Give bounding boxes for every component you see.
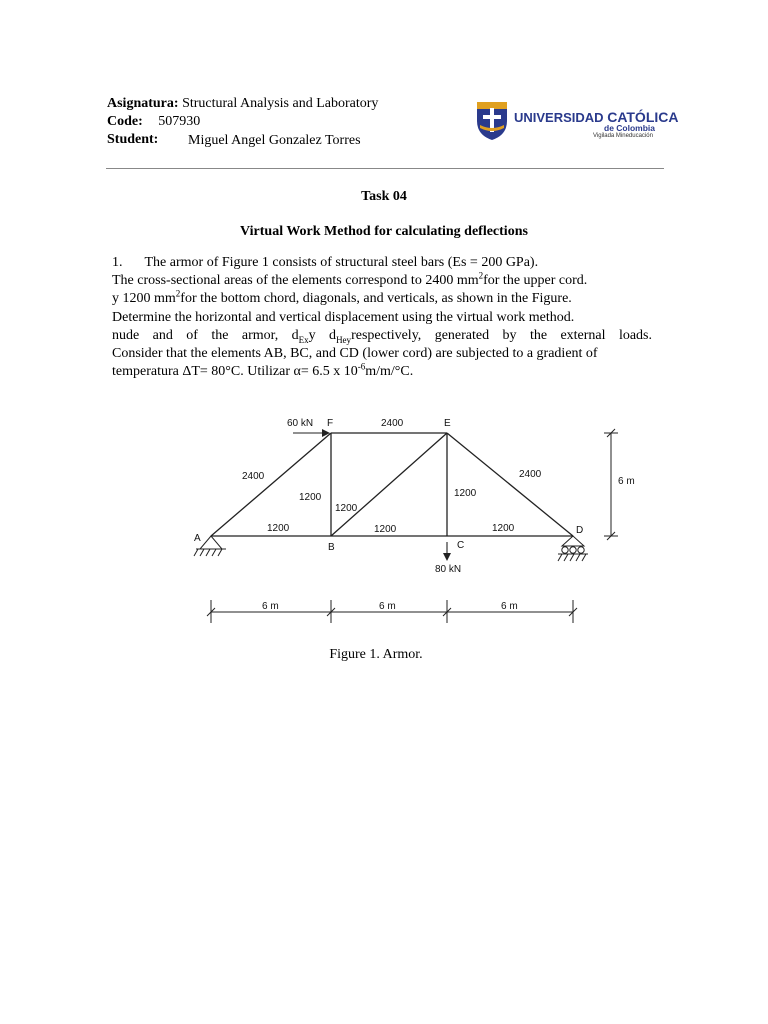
figure-caption: Figure 1. Armor.: [329, 647, 423, 662]
member-ec-label: 1200: [454, 488, 477, 499]
subject-label: Asignatura:: [107, 96, 179, 111]
logo-tagline: Vigilada Mineducación: [593, 133, 653, 139]
span-dimension-label-2: 6 m: [379, 601, 396, 612]
member-fb-label: 1200: [299, 492, 322, 503]
student-value: Miguel Angel Gonzalez Torres: [188, 133, 361, 148]
truss-figure: [0, 400, 768, 640]
section-title: Virtual Work Method for calculating deflections: [240, 224, 528, 239]
node-d-label: D: [576, 525, 584, 536]
header-divider: [106, 168, 664, 169]
member-be: [331, 433, 447, 536]
horizontal-load-label: 60 kN: [287, 418, 314, 429]
member-af-label: 2400: [242, 471, 265, 482]
code-row: [107, 114, 200, 130]
subject-value: Structural Analysis and Laboratory: [182, 96, 379, 111]
roller-support-icon: [558, 536, 588, 561]
problem-number: 1.: [112, 255, 123, 270]
problem-line-2-sup: 2: [478, 270, 484, 281]
horizontal-load-arrow-icon: [293, 429, 330, 437]
university-logo: [474, 97, 679, 147]
problem-line-5-sub2: Hey: [336, 334, 352, 345]
problem-line-7: [112, 363, 652, 381]
problem-line-5c: respectively, generated by the external loads.: [351, 327, 653, 343]
vertical-load-arrow-icon: [443, 542, 451, 561]
problem-line-5: [112, 327, 652, 345]
problem-line-4: Determine the horizontal and vertical displacement using the virtual work method.: [112, 309, 575, 325]
problem-statement: [112, 254, 652, 381]
member-ed: [447, 433, 573, 536]
node-f-label: F: [327, 418, 334, 429]
logo-name-3: de Colombia: [604, 123, 656, 133]
task-title: Task 04: [361, 189, 407, 204]
node-a-label: A: [194, 533, 201, 544]
member-be-label: 1200: [335, 503, 358, 514]
member-bc-label: 1200: [374, 524, 397, 535]
problem-line-3a: y 1200 mm: [112, 291, 176, 307]
node-c-label: C: [457, 540, 465, 551]
node-e-label: E: [444, 418, 451, 429]
code-label: Code:: [107, 114, 143, 129]
problem-line-3b: for the bottom chord, diagonals, and verticals, as shown in the Figure.: [180, 291, 572, 307]
span-dimension-label-3: 6 m: [501, 601, 518, 612]
problem-line-7b: m/m/°C.: [365, 364, 414, 380]
student-label: Student:: [107, 132, 159, 147]
student-row: [107, 132, 361, 148]
problem-line-1: [112, 254, 652, 272]
problem-line-3: [112, 290, 652, 308]
subject-row: [107, 96, 378, 112]
problem-line-5a: nude and of the armor, d: [112, 327, 299, 343]
node-b-label: B: [328, 542, 335, 553]
problem-line-5-sub1: Ex: [298, 334, 309, 345]
member-fe-label: 2400: [381, 418, 404, 429]
problem-line-2a: The cross-sectional areas of the elements correspond to 2400 mm: [112, 273, 479, 289]
member-ed-label: 2400: [519, 469, 542, 480]
problem-line-1-text: The armor of Figure 1 consists of structural steel bars (Es = 200 GPa).: [144, 255, 539, 270]
member-af: [211, 433, 331, 536]
problem-line-2: [112, 272, 652, 290]
problem-line-7-sup: -6: [357, 361, 366, 372]
code-value: 507930: [158, 114, 201, 129]
vertical-load-label: 80 kN: [435, 564, 462, 575]
logo-name-1: UNIVERSIDAD: [514, 110, 604, 125]
height-dimension-label: 6 m: [618, 476, 635, 487]
problem-line-3-sup: 2: [175, 288, 181, 299]
member-ab-label: 1200: [267, 523, 290, 534]
member-cd-label: 1200: [492, 523, 515, 534]
problem-line-6: Consider that the elements AB, BC, and CD (lower cord) are subjected to a gradient of: [112, 346, 598, 362]
problem-line-7a: temperatura ΔT= 80°C. Utilizar α= 6.5 x 10: [112, 364, 358, 380]
problem-line-5b: y d: [308, 327, 337, 343]
problem-line-2b: for the upper cord.: [483, 273, 588, 289]
shield-icon: [474, 99, 510, 141]
span-dimension-label-1: 6 m: [262, 601, 279, 612]
logo-name-2: CATÓLICA: [607, 109, 679, 125]
height-dimension: [604, 429, 618, 540]
